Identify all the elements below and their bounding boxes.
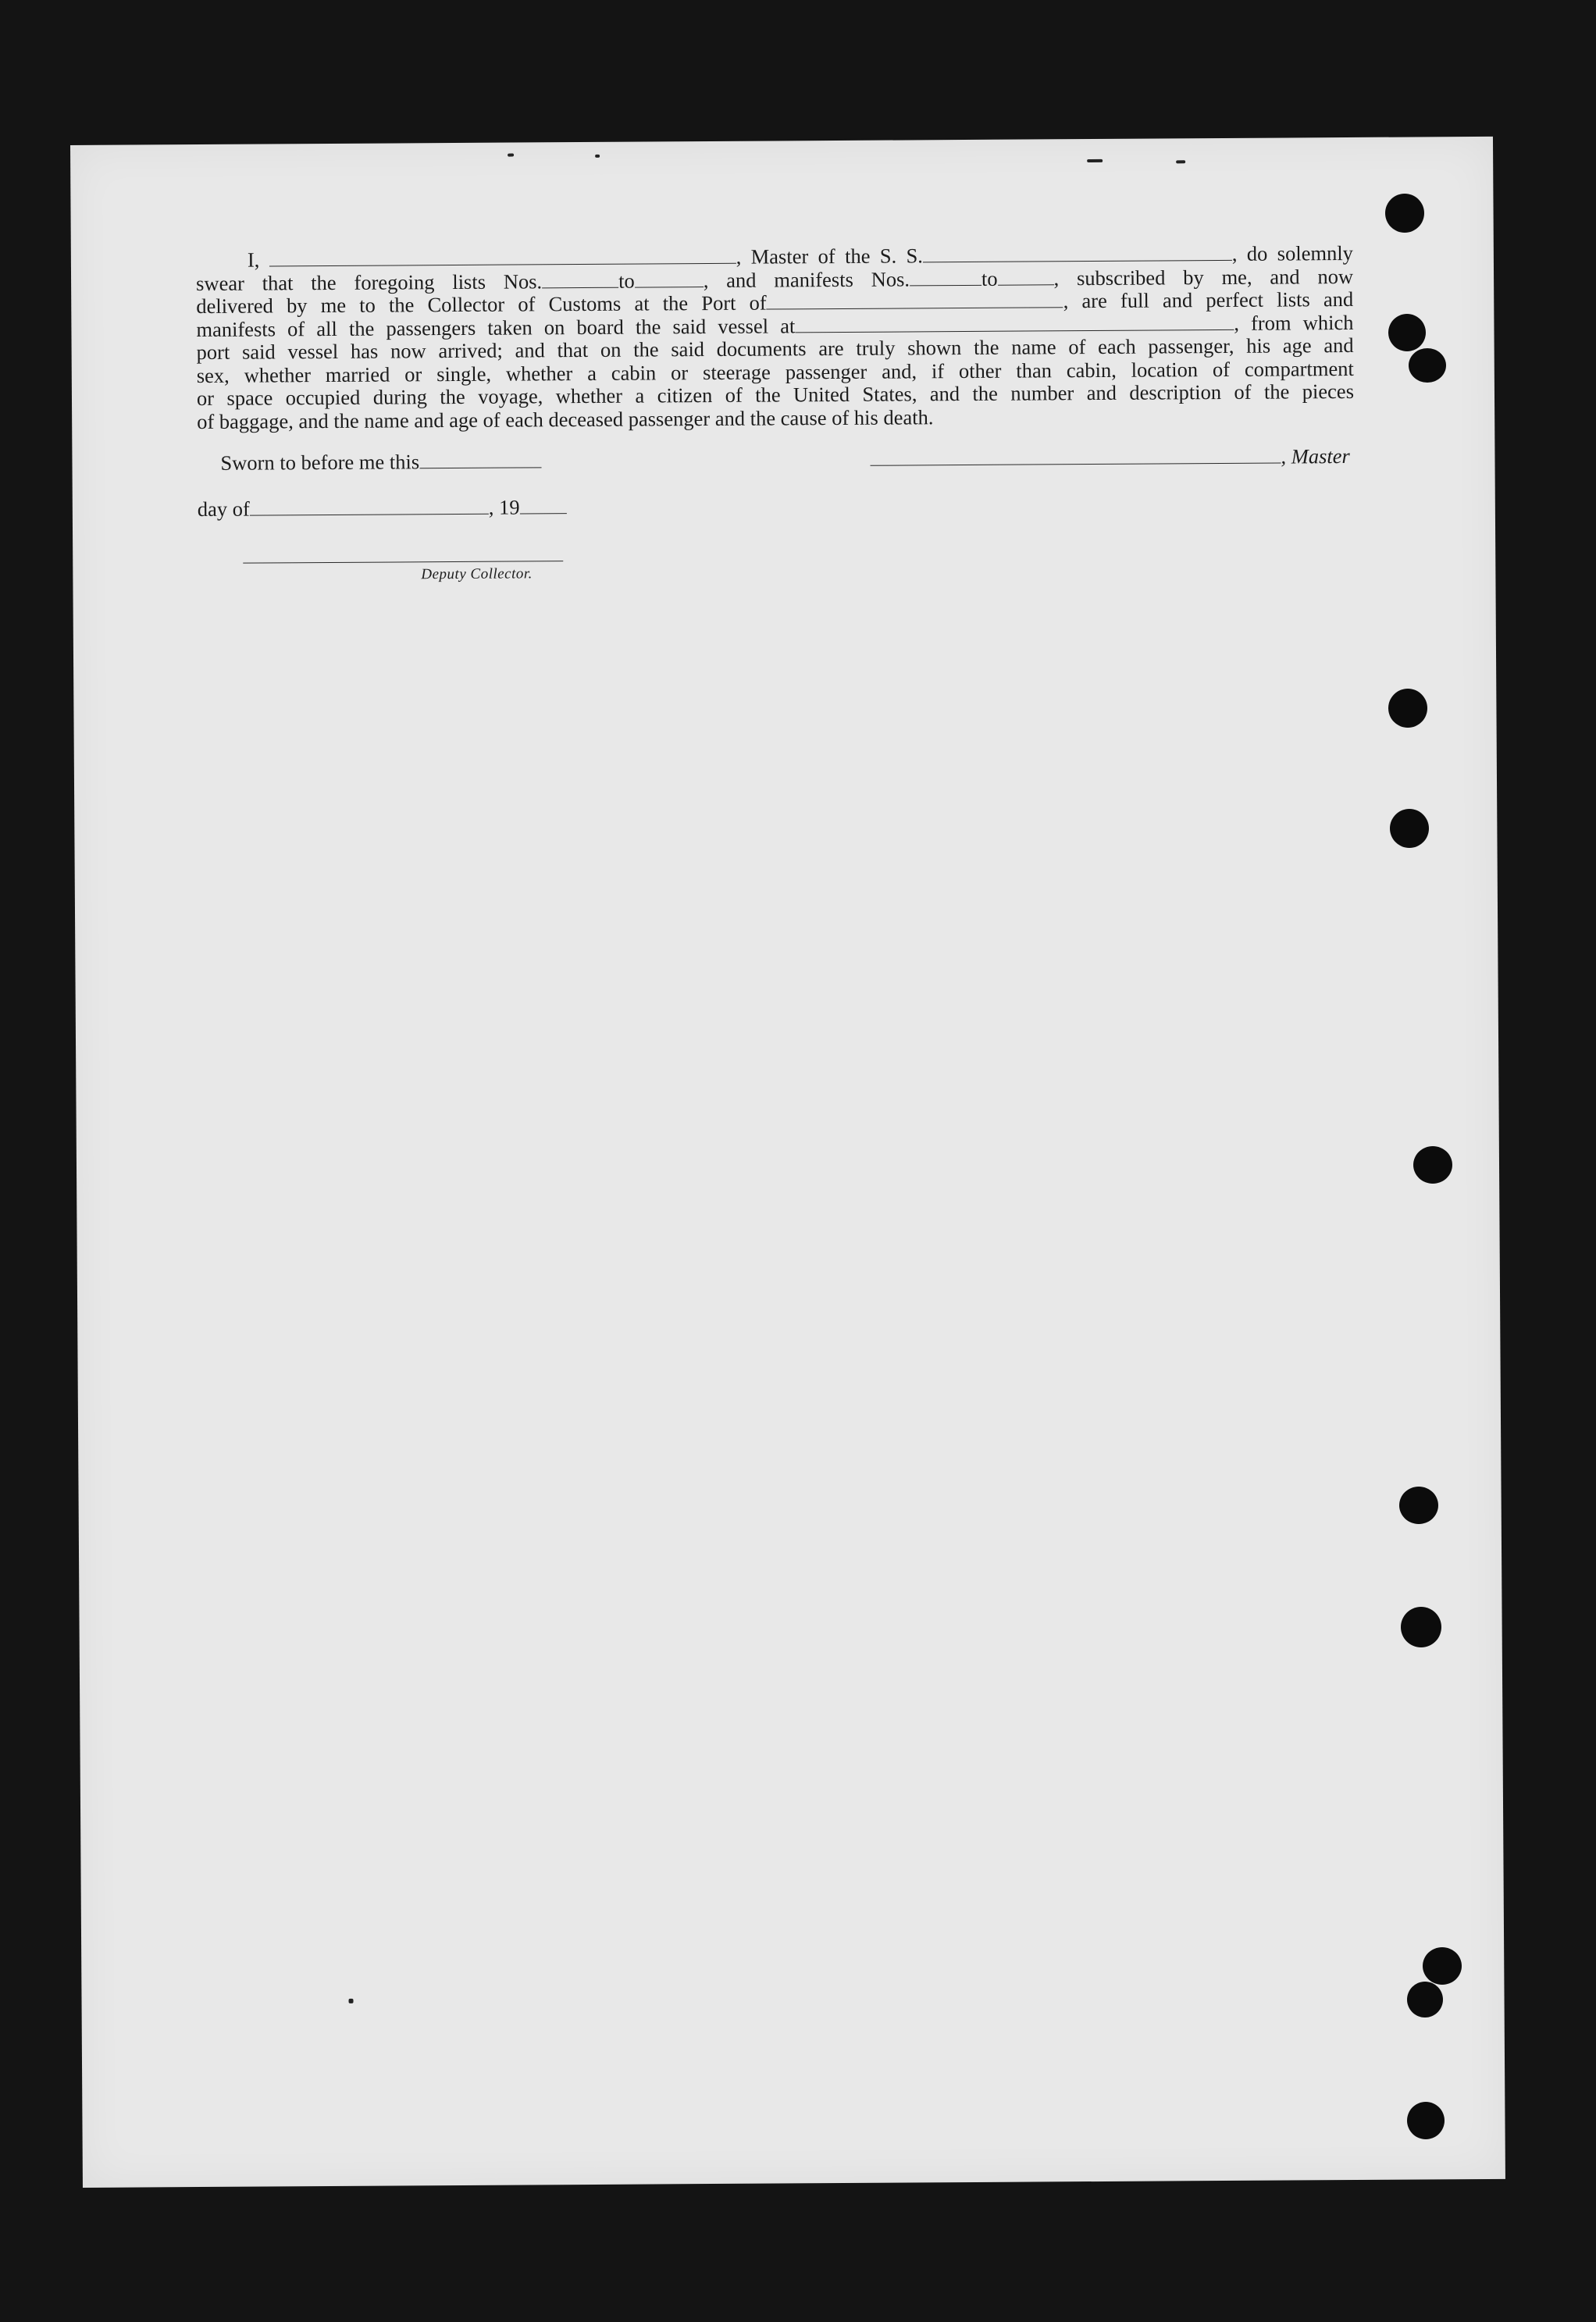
- punch-hole: [1423, 1947, 1462, 1985]
- punch-hole: [1401, 1607, 1441, 1647]
- oath-line-1: I, , Master of the S. S. , do solemnly: [247, 240, 1353, 272]
- oath-line-8: of baggage, and the name and age of each deceased passenger and the cause of his death.: [197, 404, 934, 433]
- master-name-blank[interactable]: [269, 248, 736, 267]
- day-of-line: day of , 19: [198, 495, 567, 522]
- oath-line-3: delivered by me to the Collector of Customs at the Port of , are full and perfect lists and: [196, 287, 1354, 319]
- punch-hole: [1388, 689, 1427, 728]
- punch-hole: [1407, 1982, 1443, 2018]
- oath-line-6: sex, whether married or single, whether a cabin or steerage passenger and, if other than cabin, location of compartment: [196, 356, 1354, 387]
- master-signature-blank[interactable]: [870, 447, 1281, 466]
- sworn-line: Sworn to before me this: [220, 449, 541, 475]
- form-page: [70, 137, 1505, 2188]
- lists-from-blank[interactable]: [542, 271, 618, 288]
- ink-speck: [508, 154, 514, 157]
- oath-line-7: or space occupied during the voyage, whether a citizen of the United States, and the number and description of the pieces: [196, 379, 1355, 411]
- ink-speck: [349, 1999, 354, 2003]
- punch-hole: [1407, 2102, 1445, 2139]
- deputy-collector-signature-line[interactable]: [243, 561, 563, 564]
- punch-hole: [1409, 348, 1446, 383]
- master-signature-line: , Master: [870, 444, 1350, 472]
- oath-line-2: swear that the foregoing lists Nos. to , and manifests Nos. to , subscribed by me, and now: [195, 264, 1354, 295]
- ink-speck: [1176, 160, 1185, 163]
- month-blank[interactable]: [250, 498, 489, 516]
- punch-hole: [1388, 314, 1426, 351]
- ship-name-blank[interactable]: [923, 244, 1232, 262]
- year-blank[interactable]: [519, 497, 566, 514]
- punch-hole: [1399, 1487, 1438, 1524]
- oath-line-4: manifests of all the passengers taken on board the said vessel at , from which: [196, 310, 1354, 341]
- deputy-collector-label: Deputy Collector.: [421, 565, 533, 583]
- punch-hole: [1413, 1146, 1452, 1184]
- ink-speck: [595, 155, 600, 158]
- manifests-from-blank[interactable]: [910, 269, 981, 286]
- sworn-date-blank[interactable]: [419, 451, 541, 468]
- embarkation-port-blank[interactable]: [795, 313, 1234, 332]
- oath-line-5: port said vessel has now arrived; and that on the said documents are truly shown the name of each passenger, his age and: [196, 333, 1354, 365]
- ink-speck: [1087, 159, 1103, 162]
- punch-hole: [1385, 194, 1424, 233]
- manifests-to-blank[interactable]: [998, 269, 1054, 285]
- port-blank[interactable]: [767, 291, 1063, 309]
- lists-to-blank[interactable]: [635, 271, 704, 288]
- punch-hole: [1390, 809, 1429, 848]
- oath-paragraph: [196, 242, 1354, 433]
